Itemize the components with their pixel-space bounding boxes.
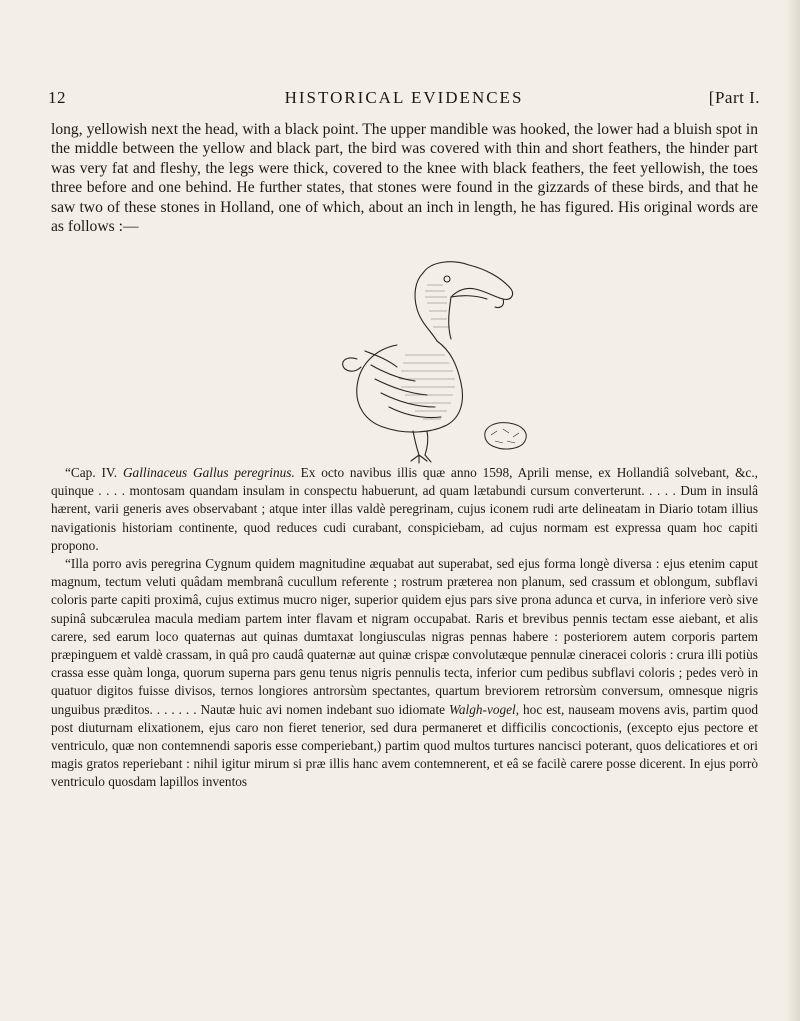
beak-hook xyxy=(495,299,504,308)
page-edge-shadow xyxy=(786,0,800,1021)
page-number: 12 xyxy=(48,88,66,107)
leg-left xyxy=(413,431,419,455)
part-label: [Part I. xyxy=(708,88,760,107)
latin1-text: Ex octo navibus illis quæ anno 1598, Aprili mense, ex Hollandiâ solvebant, &c., quinque . . . . montosam quandam insulam in conspectu habuerunt, ad quam lætabundi cursum converterunt. . . . . Dum in insulâ hærent, varii generis aves observabant ; atque inter illas valdè peregrinam, cujus iconem rudi arte delineatam in Diario totam illius navigationis historiam continente, quod reduces cudi curabant, conspiciebam, ad cujus normam est expressa quam hoc capiti propono. xyxy=(51,465,758,553)
latin-paragraph-1 xyxy=(51,464,758,555)
running-header xyxy=(48,88,760,112)
dodo-engraving xyxy=(335,255,535,467)
latin2-text-a: “Illa porro avis peregrina Cygnum quidem magnitudine æquabat aut superabat, sed ejus forma longè diversa : ejus etenim caput magnum, tectum veluti quâdam membranâ cucullum referente ; rostrum præterea non planum, sed crassum et oblongum, subflavi coloris parte capiti proximâ, cujus extimus mucro niger, superior quidem ejus pars sive prona adunca et curva, in inferiore verò sive supinâ subcærulea macula mediam partem inter flavam et nigram occupabat. Raris et brevibus pennis tectam esse aiebant, et alis carere, sed earum loco quaternas aut quinas dumtaxat longiusculas nigras pennas habere : posteriorem autem corporis partem præpinguem et valdè crassam, in quâ pro caudâ quaternæ aut quinæ crispæ convolutæque pennulæ cineracei coloris : crura illi potiùs crassa esse quàm longa, quorum superna pars genu tenus nigris pennulis tecta, inferior cum pedibus subflavi coloris ; pedes verò in quatuor digitos fuisse divisos, ternos longiores antrorsùm spectantes, quartum breviorem retrorsùm conversum, omnesque nigris unguibus præditos. . . . . . . Nautæ huic avi nomen indebant suo idiomate xyxy=(51,556,758,717)
latin2-text-b: hoc est, nauseam movens avis, partim quod post diuturnam elixationem, ejus caro non fieret tenerior, sed dura permaneret et difficilis concoctionis, (excepto ejus pectore et ventriculo, quæ non contemnendi saporis esse comperiebant,) partim quod multos turtures nancisci poterant, quos delicatiores et ori magis gratos reperiebant : nihil igitur mirum si præ illis hanc avem contemnerent, et eâ se facilè carere posse dicerent. In ejus porrò ventriculo quosdam lapillos inventos xyxy=(51,701,759,790)
neck-back xyxy=(449,297,451,339)
beak-lower xyxy=(451,296,487,299)
eye xyxy=(444,276,450,282)
body-outline xyxy=(357,341,463,432)
wing-line xyxy=(371,365,415,381)
latin1-open: “Cap. IV. xyxy=(65,465,123,480)
gizzard-stone xyxy=(485,423,526,449)
running-title: HISTORICAL EVIDENCES xyxy=(284,88,524,107)
leg-right xyxy=(425,431,428,455)
latin-paragraph-2 xyxy=(51,555,758,792)
wing-line xyxy=(389,407,441,418)
beak-upper xyxy=(423,262,513,300)
hatching xyxy=(425,285,449,327)
body-paragraph: long, yellowish next the head, with a black point. The upper mandible was hooked, the lower had a bluish spot in the middle between the yellow and black part, the bird was covered with thin and short feathers, the hinder part was very fat and fleshy, the legs were thick, covered to the knee with black feathers, the feet yellowish, the toes three before and one behind. He further states, that stones were found in the gizzards of these birds, and that he saw two of these stones in Holland, one of which, about an inch in length, he has figured. His original words are as follows :— xyxy=(51,121,758,236)
tail-plume xyxy=(343,358,361,371)
neck-front xyxy=(415,273,437,341)
latin1-species: Gallinaceus Gallus peregrinus. xyxy=(122,465,295,480)
feet xyxy=(411,455,431,463)
latin2-bird-name: Walgh-vogel, xyxy=(449,701,520,717)
hatching xyxy=(399,355,455,419)
latin-quotation xyxy=(51,464,758,792)
dodo-illustration xyxy=(335,255,535,467)
